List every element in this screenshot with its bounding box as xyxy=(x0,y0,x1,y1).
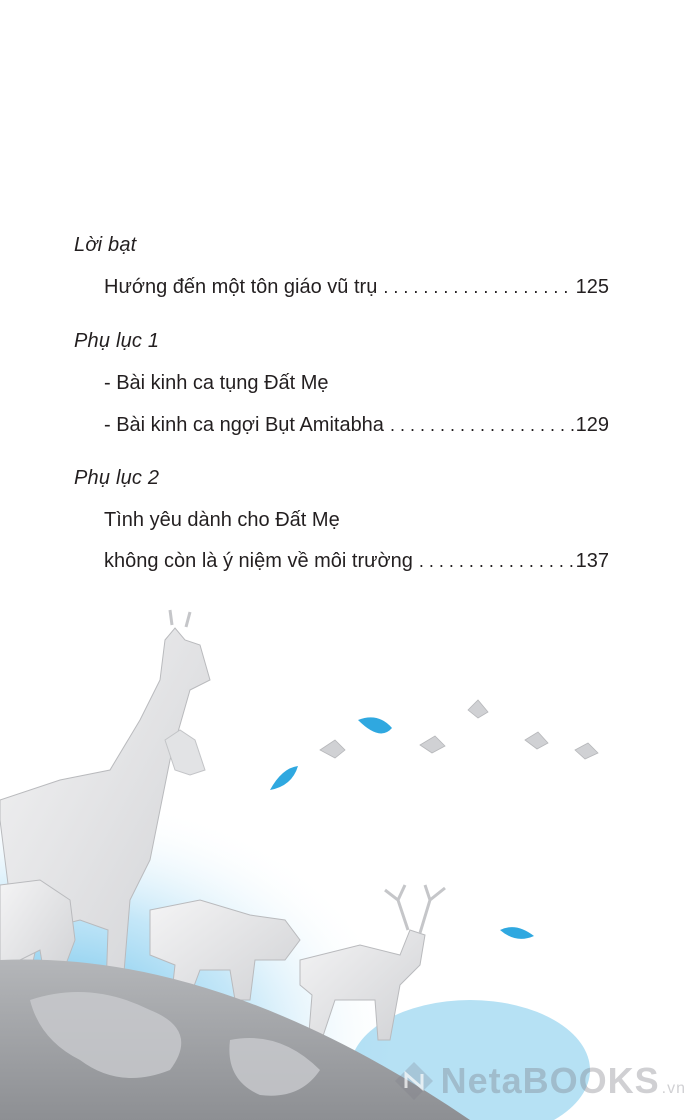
toc-entry[interactable] xyxy=(104,550,609,573)
toc-entry-text: - Bài kinh ca tụng Đất Mẹ xyxy=(104,372,329,394)
toc-entry-text: - Bài kinh ca ngợi Bụt Amitabha xyxy=(104,414,384,436)
watermark xyxy=(393,1060,686,1102)
animals-globe-illustration xyxy=(0,600,700,1120)
toc-entry-page: 125 xyxy=(575,276,609,298)
toc-entry-text: không còn là ý niệm về môi trường xyxy=(104,550,413,572)
section-title-loi-bat: Lời bạt xyxy=(74,234,137,256)
toc-entry-page: 137 xyxy=(575,550,609,572)
dot-leader xyxy=(419,551,574,572)
watermark-brand: NetaBOOKS xyxy=(440,1060,660,1101)
section-title-phu-luc-1: Phụ lục 1 xyxy=(74,330,160,352)
watermark-suffix: .vn xyxy=(661,1080,686,1097)
netabooks-logo-icon xyxy=(393,1060,435,1102)
toc-entry[interactable] xyxy=(104,372,609,395)
toc-entry[interactable] xyxy=(104,414,609,437)
dot-leader xyxy=(390,415,574,436)
toc-entry[interactable] xyxy=(104,276,609,299)
toc-entry-text: Hướng đến một tôn giáo vũ trụ xyxy=(104,276,378,298)
section-title-phu-luc-2: Phụ lục 2 xyxy=(74,467,160,489)
toc-entry-page: 129 xyxy=(575,414,609,436)
dot-leader xyxy=(383,277,573,298)
toc-entry-text: Tình yêu dành cho Đất Mẹ xyxy=(104,509,340,531)
toc-entry[interactable] xyxy=(104,509,609,532)
